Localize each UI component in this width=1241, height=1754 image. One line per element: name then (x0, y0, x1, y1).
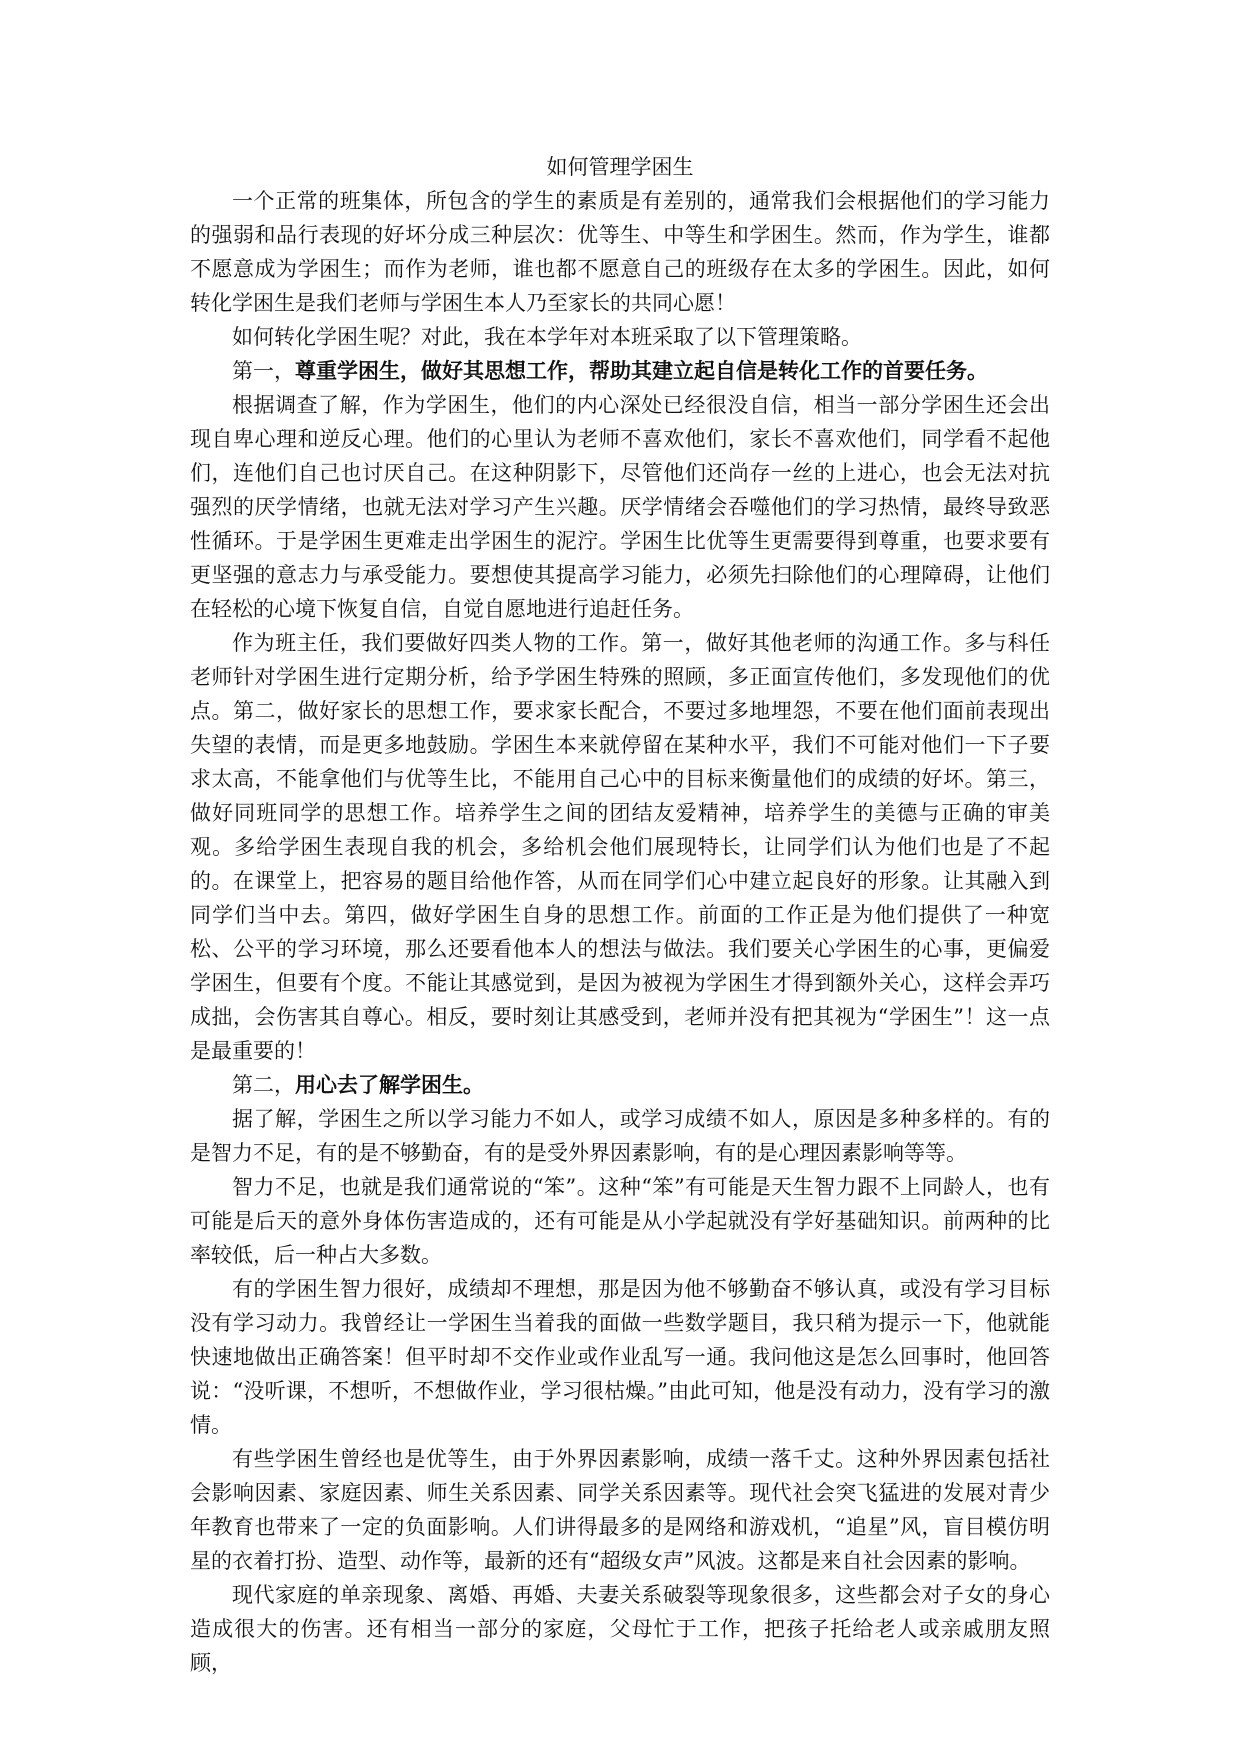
paragraph-causes: 据了解，学困生之所以学习能力不如人，或学习成绩不如人，原因是多种多样的。有的是智力不足，有的是不够勤奋，有的是受外界因素影响，有的是心理因素影响等等。 (190, 1107, 1050, 1165)
paragraph-external-factors: 有些学困生曾经也是优等生，由于外界因素影响，成绩一落千丈。这种外界因素包括社会影响因素、家庭因素、师生关系因素、同学关系因素等。现代社会突飞猛进的发展对青少年教育也带来了一定的负面影响。人们讲得最多的是网络和游戏机，“追星”风，盲目模仿明星的衣着打扮、造型、动作等，最新的还有“超级女声”风波。这都是来自社会因素的影响。 (190, 1447, 1050, 1573)
paragraph-four-groups: 作为班主任，我们要做好四类人物的工作。第一，做好其他老师的沟通工作。多与科任老师针对学困生进行定期分析，给予学困生特殊的照顾，多正面宣传他们，多发现他们的优点。第二，做好家长的思想工作，要求家长配合，不要过多地埋怨，不要在他们面前表现出失望的表情，而是更多地鼓励。学困生本来就停留在某种水平，我们不可能对他们一下子要求太高，不能拿他们与优等生比，不能用自己心中的目标来衡量他们的成绩的好坏。第三，做好同班同学的思想工作。培养学生之间的团结友爱精神，培养学生的美德与正确的审美观。多给学困生表现自我的机会，多给机会他们展现特长，让同学们认为他们也是了不起的。在课堂上，把容易的题目给他作答，从而在同学们心中建立起良好的形象。让其融入到同学们当中去。第四，做好学困生自身的思想工作。前面的工作正是为他们提供了一种宽松、公平的学习环境，那么还要看他本人的想法与做法。我们要关心学困生的心事，更偏爱学困生，但要有个度。不能让其感觉到，是因为被视为学困生才得到额外关心，这样会弄巧成拙，会伤害其自尊心。相反，要时刻让其感受到，老师并没有把其视为“学困生”！这一点是最重要的！ (190, 631, 1050, 1063)
paragraph-survey: 根据调查了解，作为学困生，他们的内心深处已经很没自信，相当一部分学困生还会出现自卑心理和逆反心理。他们的心里认为老师不喜欢他们，家长不喜欢他们，同学看不起他们，连他们自己也讨厌自己。在这种阴影下，尽管他们还尚存一丝的上进心，也会无法对抗强烈的厌学情绪，也就无法对学习产生兴趣。厌学情绪会吞噬他们的学习热情，最终导致恶性循环。于是学困生更难走出学困生的泥泞。学困生比优等生更需要得到尊重，也要求要有更坚强的意志力与承受能力。要想使其提高学习能力，必须先扫除他们的心理障碍，让他们在轻松的心境下恢复自信，自觉自愿地进行追赶任务。 (190, 393, 1050, 621)
heading-prefix: 第一， (232, 359, 295, 383)
heading-first-strategy (190, 354, 1050, 388)
paragraph-intro: 一个正常的班集体，所包含的学生的素质是有差别的，通常我们会根据他们的学习能力的强弱和品行表现的好坏分成三种层次：优等生、中等生和学困生。然而，作为学生，谁都不愿意成为学困生；而作为老师，谁也都不愿意自己的班级存在太多的学困生。因此，如何转化学困生是我们老师与学困生本人乃至家长的共同心愿！ (190, 189, 1050, 315)
paragraph-question: 如何转化学困生呢？对此，我在本学年对本班采取了以下管理策略。 (232, 325, 862, 349)
document-title: 如何管理学困生 (546, 155, 694, 179)
paragraph-family: 现代家庭的单亲现象、离婚、再婚、夫妻关系破裂等现象很多，这些都会对子女的身心造成很大的伤害。还有相当一部分的家庭，父母忙于工作，把孩子托给老人或亲戚朋友照顾， (190, 1583, 1050, 1675)
heading-bold-text: 尊重学困生，做好其思想工作，帮助其建立起自信是转化工作的首要任务。 (295, 358, 988, 383)
heading-bold-text: 用心去了解学困生。 (295, 1072, 484, 1097)
paragraph-motivation: 有的学困生智力很好，成绩却不理想，那是因为他不够勤奋不够认真，或没有学习目标没有学习动力。我曾经让一学困生当着我的面做一些数学题目，我只稍为提示一下，他就能快速地做出正确答案！但平时却不交作业或作业乱写一通。我问他这是怎么回事时，他回答说：“没听课，不想听，不想做作业，学习很枯燥。”由此可知，他是没有动力，没有学习的激情。 (190, 1277, 1050, 1437)
paragraph-intelligence: 智力不足，也就是我们通常说的“笨”。这种“笨”有可能是天生智力跟不上同龄人，也有可能是后天的意外身体伤害造成的，还有可能是从小学起就没有学好基础知识。前两种的比率较低，后一种占大多数。 (190, 1175, 1050, 1267)
document-page (190, 150, 1050, 1680)
heading-second-strategy (190, 1068, 1050, 1102)
heading-prefix: 第二， (232, 1073, 295, 1097)
